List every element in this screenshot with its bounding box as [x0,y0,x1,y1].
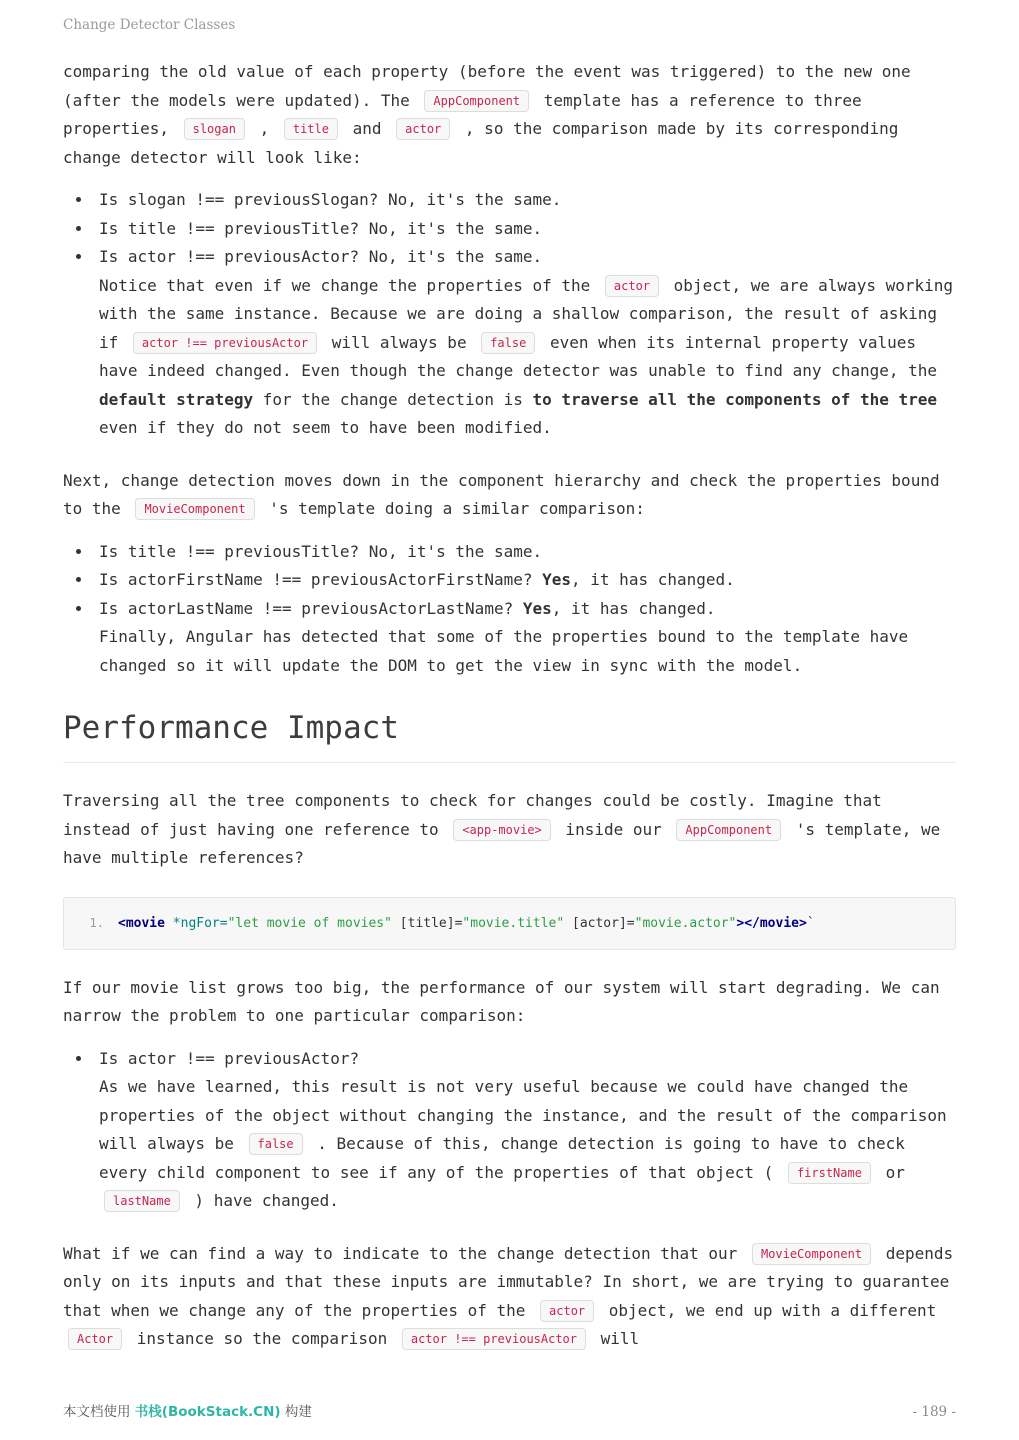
footer-text-suffix: 构建 [280,1404,312,1420]
running-header-title: Change Detector Classes [63,17,236,33]
page-content [0,58,1019,1354]
page-header [0,0,1019,34]
section-heading-performance-impact: Performance Impact [63,710,956,763]
paragraph-intro: comparing the old value of each property (before the event was triggered) to the new one (after the models were updated). The AppComponent template has a reference to three properties, slogan , title and actor , so the comparison made by its corresponding change detector will look like: [63,62,911,167]
list-item: • Is slogan !== previousSlogan? No, it's the same. [93,186,956,215]
bullet-list-appcomponent-checks [63,186,956,443]
list-item: • Is actorLastName !== previousActorLastName? Yes, it has changed. Finally, Angular has detected that some of the properties bound to the template have changed so it will update the DOM to get the view in sync with the model. [93,595,956,681]
bullet-list-actor-comparison [63,1045,956,1216]
list-item: • Is title !== previousTitle? No, it's the same. [93,215,956,244]
paragraph-moviecomponent: Next, change detection moves down in the component hierarchy and check the properties bound to the MovieComponent 's template doing a similar comparison: [63,470,940,518]
bullet-list-moviecomponent-checks [63,538,956,681]
page-number: - 189 - [912,1404,956,1420]
code-line-number: 1. [89,915,104,930]
paragraph-immutable: What if we can find a way to indicate to the change detection that our MovieComponent depends only on its inputs and that these inputs are immutable? In short, we are trying to guarantee that when we change any of the properties of the actor object, we end up with a different Actor instance so the comparison actor !== previousActor will [63,1243,954,1348]
code-block [63,897,956,950]
list-item: • Is title !== previousTitle? No, it's the same. [93,538,956,567]
bookstack-brand-link[interactable]: 书栈(BookStack.CN) [134,1404,281,1420]
list-item: • Is actorFirstName !== previousActorFirstName? Yes, it has changed. [93,566,956,595]
footer-text-prefix: 本文档使用 [63,1404,135,1420]
list-item: • Is actor !== previousActor? As we have learned, this result is not very useful because we could have changed the properties of the object without changing the instance, and the result of the comparison will always be false . Because of this, change detection is going to have to check every child component to see if any of the properties of that object ( firstName or lastName ) have changed. [93,1045,956,1216]
list-item: • Is actor !== previousActor? No, it's the same. Notice that even if we change the properties of the actor object, we are always working with the same instance. Because we are doing a shallow comparison, the result of asking if actor !== previousActor will always be false even when its internal property values have indeed changed. Even though the change detector was unable to find any change, the default strategy for the change detection is to traverse all the components of the tree even if they do not seem to have been modified. [93,243,956,443]
footer-attribution [63,1400,312,1420]
paragraph-movie-list: If our movie list grows too big, the performance of our system will start degrading. We can narrow the problem to one particular comparison: [63,977,940,1025]
paragraph-traversing: Traversing all the tree components to check for changes could be costly. Imagine that instead of just having one reference to <app-movie> inside our AppComponent 's template, we have multiple references? [63,791,941,867]
page-footer [63,1400,956,1420]
code-line: <movie *ngFor="let movie of movies" [title]="movie.title" [actor]="movie.actor"></movie>` [118,915,815,931]
